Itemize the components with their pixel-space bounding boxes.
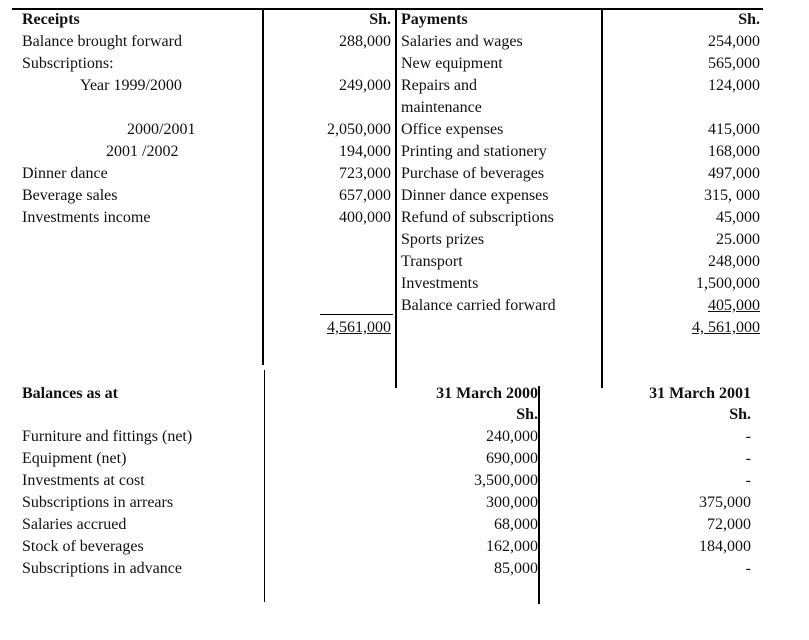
payment-label: Salaries and wages [401,33,523,50]
payment-label: Dinner dance expenses [401,187,549,204]
balance-label: Investments at cost [22,472,145,489]
payment-label: Balance carried forward [401,297,556,314]
balance-2000: 240,000 [486,428,538,445]
payment-label: Sports prizes [401,231,485,248]
payment-label: Refund of subscriptions [401,209,554,226]
balance-label: Salaries accrued [22,516,127,533]
payment-amount: 405,000 [708,297,760,314]
col-2000-currency: Sh. [516,406,538,423]
receipt-label: 2000/2001 [127,121,196,138]
payment-amount: 415,000 [708,121,760,138]
payment-label: Printing and stationery [401,143,547,160]
receipt-amount: 723,000 [339,165,391,182]
balance-label: Subscriptions in advance [22,560,182,577]
balance-2001: - [745,450,751,467]
payment-label: Transport [401,253,463,270]
payment-amount: 25.000 [716,231,760,248]
balance-2000: 300,000 [486,494,538,511]
payment-amount: 497,000 [708,165,760,182]
receipt-label: Subscriptions: [22,55,114,72]
payment-amount: 315, 000 [704,187,760,204]
column-divider [262,8,264,365]
payment-amount: 565,000 [708,55,760,72]
payment-amount: 248,000 [708,253,760,270]
column-divider [264,370,265,602]
balances-title: Balances as at [22,385,118,402]
receipt-label: Investments income [22,209,151,226]
receipt-amount: 288,000 [339,33,391,50]
column-divider [538,386,540,604]
balance-2001: 72,000 [707,516,751,533]
balance-label: Stock of beverages [22,538,144,555]
receipt-label: 2001 /2002 [106,143,179,160]
payment-label: maintenance [401,99,482,116]
payment-amount: 168,000 [708,143,760,160]
payments-currency: Sh. [738,11,760,28]
balance-label: Equipment (net) [22,450,127,467]
receipt-amount: 194,000 [339,143,391,160]
payment-label: Investments [401,275,479,292]
balance-2001: - [745,428,751,445]
payment-label: Repairs and [401,77,477,94]
col-2000-header: 31 March 2000 [436,385,538,402]
balance-2000: 690,000 [486,450,538,467]
balance-label: Subscriptions in arrears [22,494,174,511]
balance-2000: 3,500,000 [474,472,538,489]
balance-2001: - [745,560,751,577]
payments-header: Payments [401,11,468,28]
payment-amount: 124,000 [708,77,760,94]
receipt-label: Balance brought forward [22,33,182,50]
payment-label: Purchase of beverages [401,165,545,182]
receipt-amount: 2,050,000 [327,121,391,138]
payment-label: New equipment [401,55,503,72]
receipts-currency: Sh. [369,11,391,28]
balance-2000: 85,000 [494,560,538,577]
column-divider [395,8,397,388]
receipt-label: Year 1999/2000 [80,77,182,94]
balance-2001: 184,000 [699,538,751,555]
column-divider [601,8,603,388]
payment-amount: 45,000 [716,209,760,226]
col-2001-currency: Sh. [729,406,751,423]
balance-2000: 68,000 [494,516,538,533]
balance-2001: 375,000 [699,494,751,511]
receipt-amount: 249,000 [339,77,391,94]
receipts-header: Receipts [22,11,80,28]
payment-amount: 1,500,000 [696,275,760,292]
balance-2001: - [745,472,751,489]
receipt-amount: 400,000 [339,209,391,226]
payment-label: Office expenses [401,121,504,138]
receipts-total: 4,561,000 [327,319,391,336]
receipt-amount: 657,000 [339,187,391,204]
balance-2000: 162,000 [486,538,538,555]
subtotal-rule [320,314,393,315]
receipt-label: Dinner dance [22,165,108,182]
col-2001-header: 31 March 2001 [649,385,751,402]
balance-label: Furniture and fittings (net) [22,428,193,445]
receipt-label: Beverage sales [22,187,118,204]
payment-amount: 254,000 [708,33,760,50]
payments-total: 4, 561,000 [692,319,760,336]
